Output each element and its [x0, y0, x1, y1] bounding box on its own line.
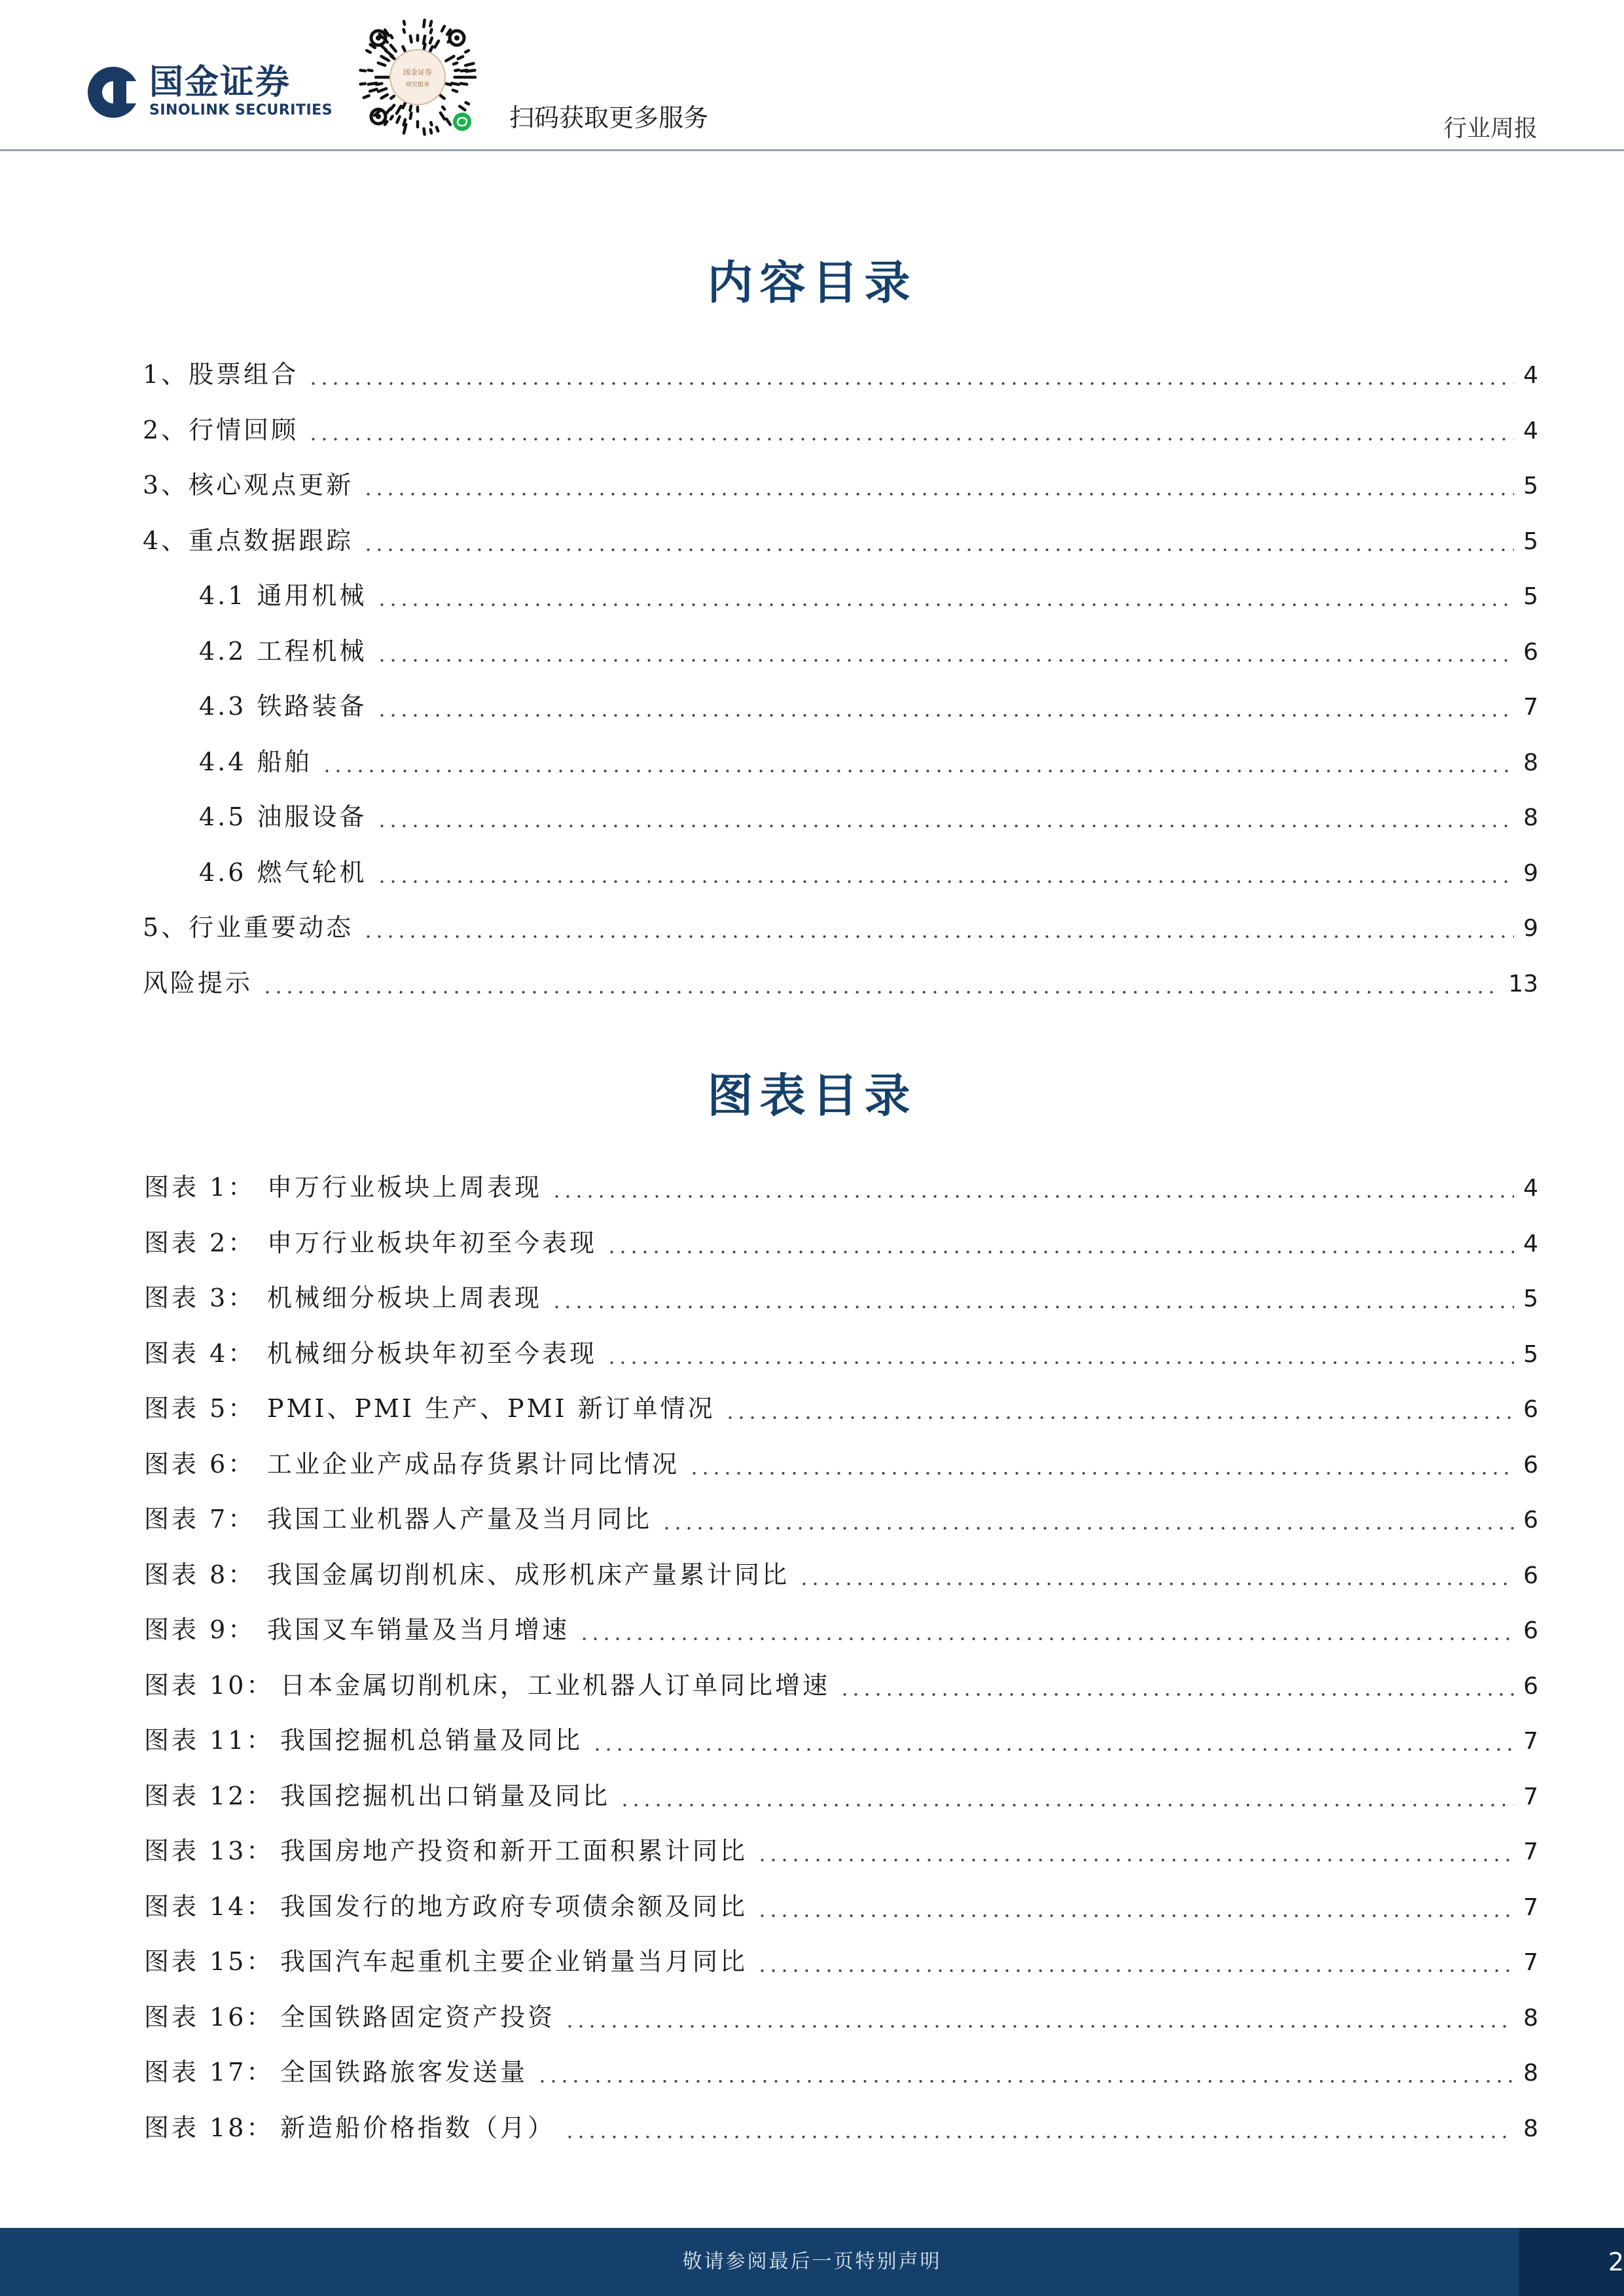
figure-entry[interactable] [144, 1999, 1538, 2036]
figure-label: 图表 12： [144, 1781, 274, 1810]
dot-leader [308, 380, 1514, 387]
figure-title-text: 我国金属切削机床、成形机床产量累计同比 [267, 1560, 790, 1589]
figure-page-number: 4 [1523, 1175, 1538, 1202]
qr-code-mark [442, 107, 444, 109]
toc-page-number: 8 [1523, 804, 1538, 831]
toc-entry[interactable] [199, 577, 1538, 614]
figure-entry[interactable] [144, 1501, 1538, 1537]
figure-page-number: 7 [1523, 1949, 1538, 1976]
qr-code-mark [397, 106, 401, 113]
disclaimer-note: 敬请参阅最后一页特别声明 [682, 2250, 942, 2273]
page-footer [0, 2228, 1624, 2296]
qr-code-mark [391, 56, 394, 59]
figure-entry[interactable] [144, 2054, 1538, 2090]
figure-entry[interactable] [144, 1280, 1538, 1316]
toc-entry-text: 4.4 船舶 [199, 747, 312, 776]
toc-page-number: 9 [1523, 915, 1538, 942]
toc-entry-text: 3、核心观点更新 [143, 471, 354, 499]
brand-name-en: SINOLINK SECURITIES [149, 102, 333, 118]
toc-entry[interactable] [143, 522, 1538, 559]
qr-code-mark [446, 84, 451, 85]
figure-page-number: 8 [1523, 2060, 1538, 2087]
qr-code-mark [431, 29, 432, 33]
qr-code-mark [441, 113, 444, 119]
qr-code-mark [378, 63, 385, 65]
dot-leader [376, 657, 1515, 664]
figure-entry[interactable] [144, 1778, 1538, 1814]
qr-code-mark [382, 56, 389, 61]
figure-page-number: 7 [1523, 1839, 1538, 1865]
toc-entry[interactable] [199, 633, 1538, 670]
figure-title-text: 申万行业板块年初至今表现 [267, 1228, 598, 1257]
qr-code-mark [391, 35, 392, 38]
figure-entry[interactable] [144, 2109, 1538, 2146]
qr-center-badge [390, 50, 445, 105]
qr-code-mark [465, 50, 469, 52]
figure-title-text: 全国铁路旅客发送量 [280, 2058, 528, 2087]
figure-title-text: 我国发行的地方政府专项债余额及同比 [280, 1892, 748, 1921]
figure-page-number: 6 [1523, 1562, 1538, 1589]
toc-entry-text: 4.5 油服设备 [199, 802, 367, 831]
brand-name-cn: 国金证券 [149, 63, 291, 102]
qr-code-mark [370, 89, 377, 91]
qr-code-mark [458, 56, 463, 58]
figure-label: 图表 4： [144, 1338, 256, 1368]
dot-leader [376, 823, 1515, 829]
toc-page-number: 5 [1523, 473, 1538, 499]
figure-entry[interactable] [144, 1722, 1538, 1759]
qr-code-mark [455, 70, 459, 71]
qr-center-text: 国金证券 [403, 68, 432, 77]
figure-title-text: 新造船价格指数（月） [280, 2113, 556, 2142]
toc-entry-text: 5、行业重要动态 [143, 913, 354, 942]
qr-code-mark [397, 117, 399, 122]
dot-leader [376, 601, 1515, 608]
toc-entry[interactable] [143, 356, 1538, 393]
toc-page-number: 9 [1523, 859, 1538, 887]
mini-program-icon [453, 113, 471, 131]
toc-entry-text: 2、行情回顾 [143, 415, 299, 444]
toc-page-number: 7 [1523, 694, 1538, 721]
toc-entry[interactable] [143, 909, 1538, 946]
qr-code-mark [404, 120, 405, 125]
qr-code-mark [446, 56, 454, 61]
report-type-label: 行业周报 [1443, 115, 1538, 142]
qr-code-mark [382, 95, 388, 98]
toc-page-number: 5 [1523, 583, 1538, 610]
figure-page-number: 6 [1523, 1396, 1538, 1423]
qr-code-mark [466, 103, 469, 104]
qr-code-mark [424, 36, 425, 44]
qr-code-mark [430, 22, 431, 26]
figure-label: 图表 2： [144, 1228, 256, 1257]
figure-entry[interactable] [144, 1833, 1538, 1869]
figure-title-text: 我国房地产投资和新开工面积累计同比 [280, 1837, 748, 1865]
dot-leader [537, 2078, 1514, 2085]
figure-label: 图表 11： [144, 1726, 274, 1755]
figure-title-text: 我国工业机器人产量及当月同比 [267, 1505, 653, 1534]
qr-code-mark [461, 70, 467, 71]
figure-page-number: 8 [1523, 2004, 1538, 2032]
header-divider [0, 149, 1624, 151]
toc-page-number: 8 [1523, 749, 1538, 776]
figure-page-number: 7 [1523, 1893, 1538, 1921]
toc-entry[interactable] [143, 965, 1538, 1001]
dot-leader [363, 933, 1514, 940]
dot-leader [757, 1857, 1514, 1863]
dot-leader [376, 878, 1515, 885]
qr-code-mark [453, 90, 457, 92]
toc-entry-text: 4.2 工程机械 [199, 636, 367, 666]
figure-title-text: PMI、PMI 生产、PMI 新订单情况 [267, 1394, 715, 1423]
dot-leader [564, 2023, 1514, 2030]
figure-page-number: 6 [1523, 1672, 1538, 1700]
qr-code-mark [454, 63, 457, 64]
dot-leader [262, 989, 1499, 996]
qr-code-mark [404, 29, 405, 32]
figure-label: 图表 14： [144, 1892, 274, 1921]
figure-page-number: 7 [1523, 1728, 1538, 1755]
qr-code-mark [437, 127, 438, 131]
figure-title-text: 机械细分板块年初至今表现 [267, 1338, 598, 1368]
qr-code-mark [361, 70, 365, 71]
figure-title-text: 日本金属切削机床，工业机器人订单同比增速 [280, 1670, 831, 1700]
qr-code-mark [369, 70, 372, 71]
qr-code-mark [404, 22, 405, 25]
toc-entry-text: 4、重点数据跟踪 [143, 526, 354, 555]
toc-page-number: 6 [1523, 638, 1538, 666]
figure-entry[interactable] [144, 1556, 1538, 1593]
figure-entry[interactable] [144, 1888, 1538, 1925]
toc-entry-text: 4.3 铁路装备 [199, 692, 367, 721]
figure-entry[interactable] [144, 1335, 1538, 1372]
page-number: 2 [1608, 2248, 1624, 2276]
qr-code-mark [446, 119, 450, 125]
toc-entry[interactable] [143, 412, 1538, 448]
figure-page-number: 7 [1523, 1783, 1538, 1810]
qr-code-mark [391, 117, 393, 119]
dot-leader [661, 1525, 1514, 1532]
figure-title-text: 我国叉车销量及当月增速 [267, 1615, 570, 1644]
qr-code-icon[interactable] [352, 12, 483, 143]
figure-page-number: 6 [1523, 1507, 1538, 1534]
figure-page-number: 8 [1523, 2115, 1538, 2142]
figure-label: 图表 7： [144, 1505, 256, 1534]
toc-entry[interactable] [199, 798, 1538, 835]
dot-leader [757, 1967, 1514, 1974]
toc-entry-text: 风险提示 [143, 968, 253, 997]
figure-label: 图表 9： [144, 1615, 256, 1644]
qr-code-mark [430, 38, 432, 43]
sinolink-logo-icon [86, 65, 140, 119]
figure-page-number: 6 [1523, 1617, 1538, 1644]
dot-leader [592, 1746, 1514, 1753]
figure-page-number: 4 [1523, 1230, 1538, 1257]
toc-page-number: 4 [1523, 417, 1538, 444]
qr-code-mark [378, 88, 386, 91]
dot-leader [725, 1414, 1514, 1421]
toc-page-number: 13 [1508, 970, 1538, 997]
toc-entry[interactable] [143, 467, 1538, 503]
dot-leader [799, 1581, 1514, 1587]
dot-leader [564, 2134, 1514, 2140]
figure-entry[interactable] [144, 1943, 1538, 1980]
dot-leader [363, 547, 1514, 553]
qr-code-mark [391, 105, 394, 109]
toc-entry[interactable] [199, 854, 1538, 891]
dot-leader [839, 1691, 1514, 1698]
figure-label: 图表 8： [144, 1560, 256, 1589]
dot-leader [619, 1802, 1514, 1808]
figure-title-text: 申万行业板块上周表现 [267, 1173, 543, 1202]
figure-title-text: 工业企业产成品存货累计同比情况 [267, 1449, 680, 1479]
qr-code-mark [410, 106, 411, 111]
qr-code-mark [364, 96, 369, 98]
qr-caption: 扫码获取更多服务 [509, 103, 709, 132]
figure-label: 图表 16： [144, 2002, 274, 2032]
qr-code-mark [442, 26, 444, 31]
figure-entry[interactable] [144, 1446, 1538, 1482]
figure-label: 图表 3： [144, 1283, 256, 1312]
dot-leader [376, 712, 1515, 719]
dot-leader [363, 491, 1514, 497]
dot-leader [606, 1249, 1514, 1255]
dot-leader [551, 1304, 1514, 1310]
qr-code-finder-dot [376, 35, 381, 41]
toc-entry-text: 4.6 燃气轮机 [199, 857, 367, 887]
toc-page-number: 5 [1523, 528, 1538, 555]
qr-code-mark [391, 96, 394, 99]
figure-title-text: 全国铁路固定资产投资 [280, 2002, 556, 2032]
qr-code-mark [424, 44, 425, 49]
figure-page-number: 5 [1523, 1340, 1538, 1368]
dot-leader [579, 1636, 1514, 1642]
dot-leader [321, 768, 1515, 774]
figure-entry[interactable] [144, 1667, 1538, 1704]
qr-code-mark [391, 45, 396, 51]
figure-entry[interactable] [144, 1611, 1538, 1648]
qr-code-mark [465, 63, 473, 65]
figure-entry[interactable] [144, 1225, 1538, 1261]
figure-label: 图表 5： [144, 1394, 256, 1423]
qr-code-finder-dot [454, 35, 460, 41]
qr-code-mark [410, 36, 412, 42]
qr-code-mark [424, 129, 425, 135]
qr-code-mark [440, 95, 444, 99]
figure-title-text: 我国挖掘机总销量及同比 [280, 1726, 583, 1755]
figure-label: 图表 15： [144, 1947, 274, 1976]
dot-leader [757, 1912, 1514, 1919]
figure-label: 图表 1： [144, 1173, 256, 1202]
qr-code-finder-dot [376, 114, 381, 119]
dot-leader [551, 1193, 1514, 1200]
figure-title-text: 我国挖掘机出口销量及同比 [280, 1781, 611, 1810]
figure-page-number: 6 [1523, 1451, 1538, 1479]
figure-label: 图表 18： [144, 2113, 274, 2142]
toc-entry[interactable] [199, 744, 1538, 780]
page-header [0, 0, 1624, 152]
figure-list-title: 图表目录 [707, 1068, 917, 1122]
toc-page-number: 4 [1523, 362, 1538, 389]
dot-leader [308, 436, 1514, 442]
qr-code-mark [410, 113, 411, 118]
figure-label: 图表 17： [144, 2058, 274, 2087]
qr-code-mark [461, 83, 467, 84]
figure-page-number: 5 [1523, 1285, 1538, 1312]
figure-label: 图表 13： [144, 1837, 274, 1865]
brand-logo [86, 63, 333, 122]
figure-title-text: 我国汽车起重机主要企业销量当月同比 [280, 1947, 748, 1976]
qr-code-mark [452, 83, 459, 84]
qr-code-mark [403, 102, 405, 108]
figure-label: 图表 10： [144, 1670, 274, 1700]
toc-title: 内容目录 [707, 255, 917, 310]
toc-entry-text: 1、股票组合 [143, 360, 299, 389]
toc-entry[interactable] [199, 688, 1538, 725]
figure-entry[interactable] [144, 1390, 1538, 1427]
qr-code-mark [435, 41, 439, 48]
qr-code-mark [460, 106, 465, 110]
toc-entry-text: 4.1 通用机械 [199, 581, 367, 610]
qr-code-mark [403, 46, 405, 51]
figure-title-text: 机械细分板块上周表现 [267, 1283, 543, 1312]
qr-code-mark [367, 50, 370, 52]
dot-leader [606, 1359, 1514, 1366]
dot-leader [689, 1470, 1514, 1477]
figure-entry[interactable] [144, 1169, 1538, 1206]
qr-center-subtext: 研究服务 [405, 82, 430, 88]
figure-label: 图表 6： [144, 1449, 256, 1479]
